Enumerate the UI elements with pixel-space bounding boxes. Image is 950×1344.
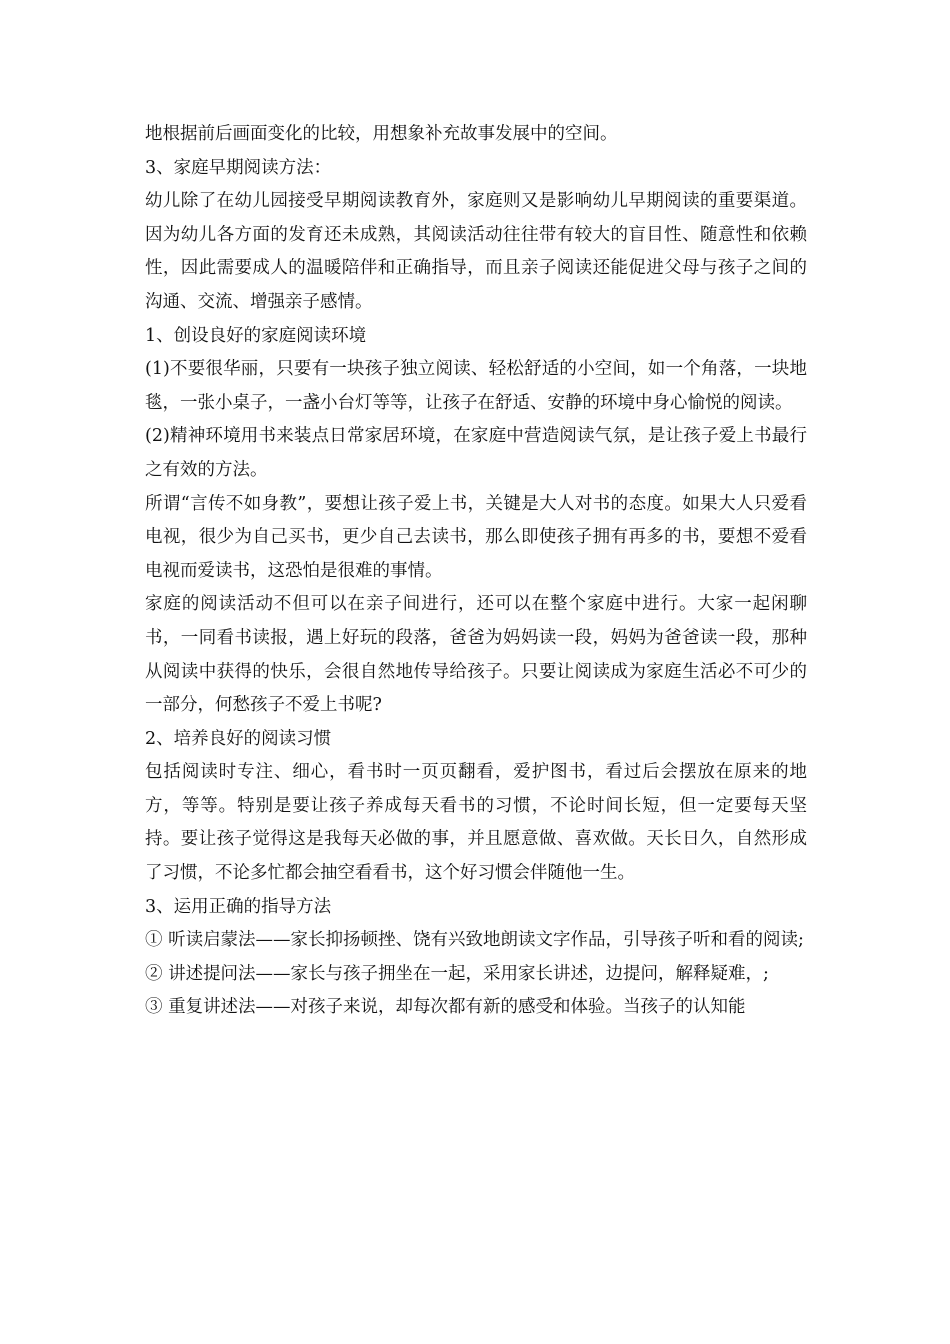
paragraph-habits: 包括阅读时专注、细心，看书时一页页翻看，爱护图书，看过后会摆放在原来的地方，等等。特别是要让孩子养成每天看书的习惯，不论时间长短，但一定要每天坚持。要让孩子觉得这是我每天必做的事，并且愿意做、喜欢做。天长日久，自然形成了习惯，不论多忙都会抽空看看书，这个好习惯会伴随他一生。 [145, 762, 807, 884]
heading-reading-habits: 2、培养良好的阅读习惯 [145, 728, 332, 749]
list-item-listening-method: ① 听读启蒙法——家长抑扬顿挫、饶有兴致地朗读文字作品，引导孩子听和看的阅读; [145, 930, 804, 951]
document-body [145, 118, 807, 1025]
heading-reading-environment: 1、创设良好的家庭阅读环境 [145, 325, 367, 346]
heading-guidance-methods: 3、运用正确的指导方法 [145, 896, 332, 917]
list-item-questioning-method: ② 讲述提问法——家长与孩子拥坐在一起，采用家长讲述，边提问，解释疑难，; [145, 963, 769, 984]
paragraph-story-space: 地根据前后画面变化的比较，用想象补充故事发展中的空间。 [145, 124, 618, 144]
paragraph-lead-by-example: 所谓“言传不如身教”，要想让孩子爱上书，关键是大人对书的态度。如果大人只爱看电视，很少为自己买书，更少自己去读书，那么即使孩子拥有再多的书，要想不爱看电视而爱读书，这恐怕是很难的事情。 [145, 493, 807, 581]
paragraph-family-reading: 家庭的阅读活动不但可以在亲子间进行，还可以在整个家庭中进行。大家一起闲聊书，一同看书读报，遇上好玩的段落，爸爸为妈妈读一段，妈妈为爸爸读一段，那种从阅读中获得的快乐，会很自然地传导给孩子。只要让阅读成为家庭生活必不可少的一部分，何愁孩子不爱上书呢? [145, 594, 807, 716]
paragraph-physical-space: (1)不要很华丽，只要有一块孩子独立阅读、轻松舒适的小空间，如一个角落，一块地毯，一张小桌子，一盏小台灯等等，让孩子在舒适、安静的环境中身心愉悦的阅读。 [145, 359, 807, 413]
paragraph-spiritual-environment: (2)精神环境用书来装点日常家居环境，在家庭中营造阅读气氛，是让孩子爱上书最行之有效的方法。 [145, 426, 807, 480]
paragraph-family-channel: 幼儿除了在幼儿园接受早期阅读教育外，家庭则又是影响幼儿早期阅读的重要渠道。因为幼儿各方面的发育还未成熟，其阅读活动往往带有较大的盲目性、随意性和依赖性，因此需要成人的温暖陪伴和正确指导，而且亲子阅读还能促进父母与孩子之间的沟通、交流、增强亲子感情。 [145, 191, 807, 312]
heading-family-early-reading: 3、家庭早期阅读方法： [145, 157, 332, 178]
list-item-repetition-method: ③ 重复讲述法——对孩子来说，却每次都有新的感受和体验。当孩子的认知能 [145, 997, 746, 1018]
